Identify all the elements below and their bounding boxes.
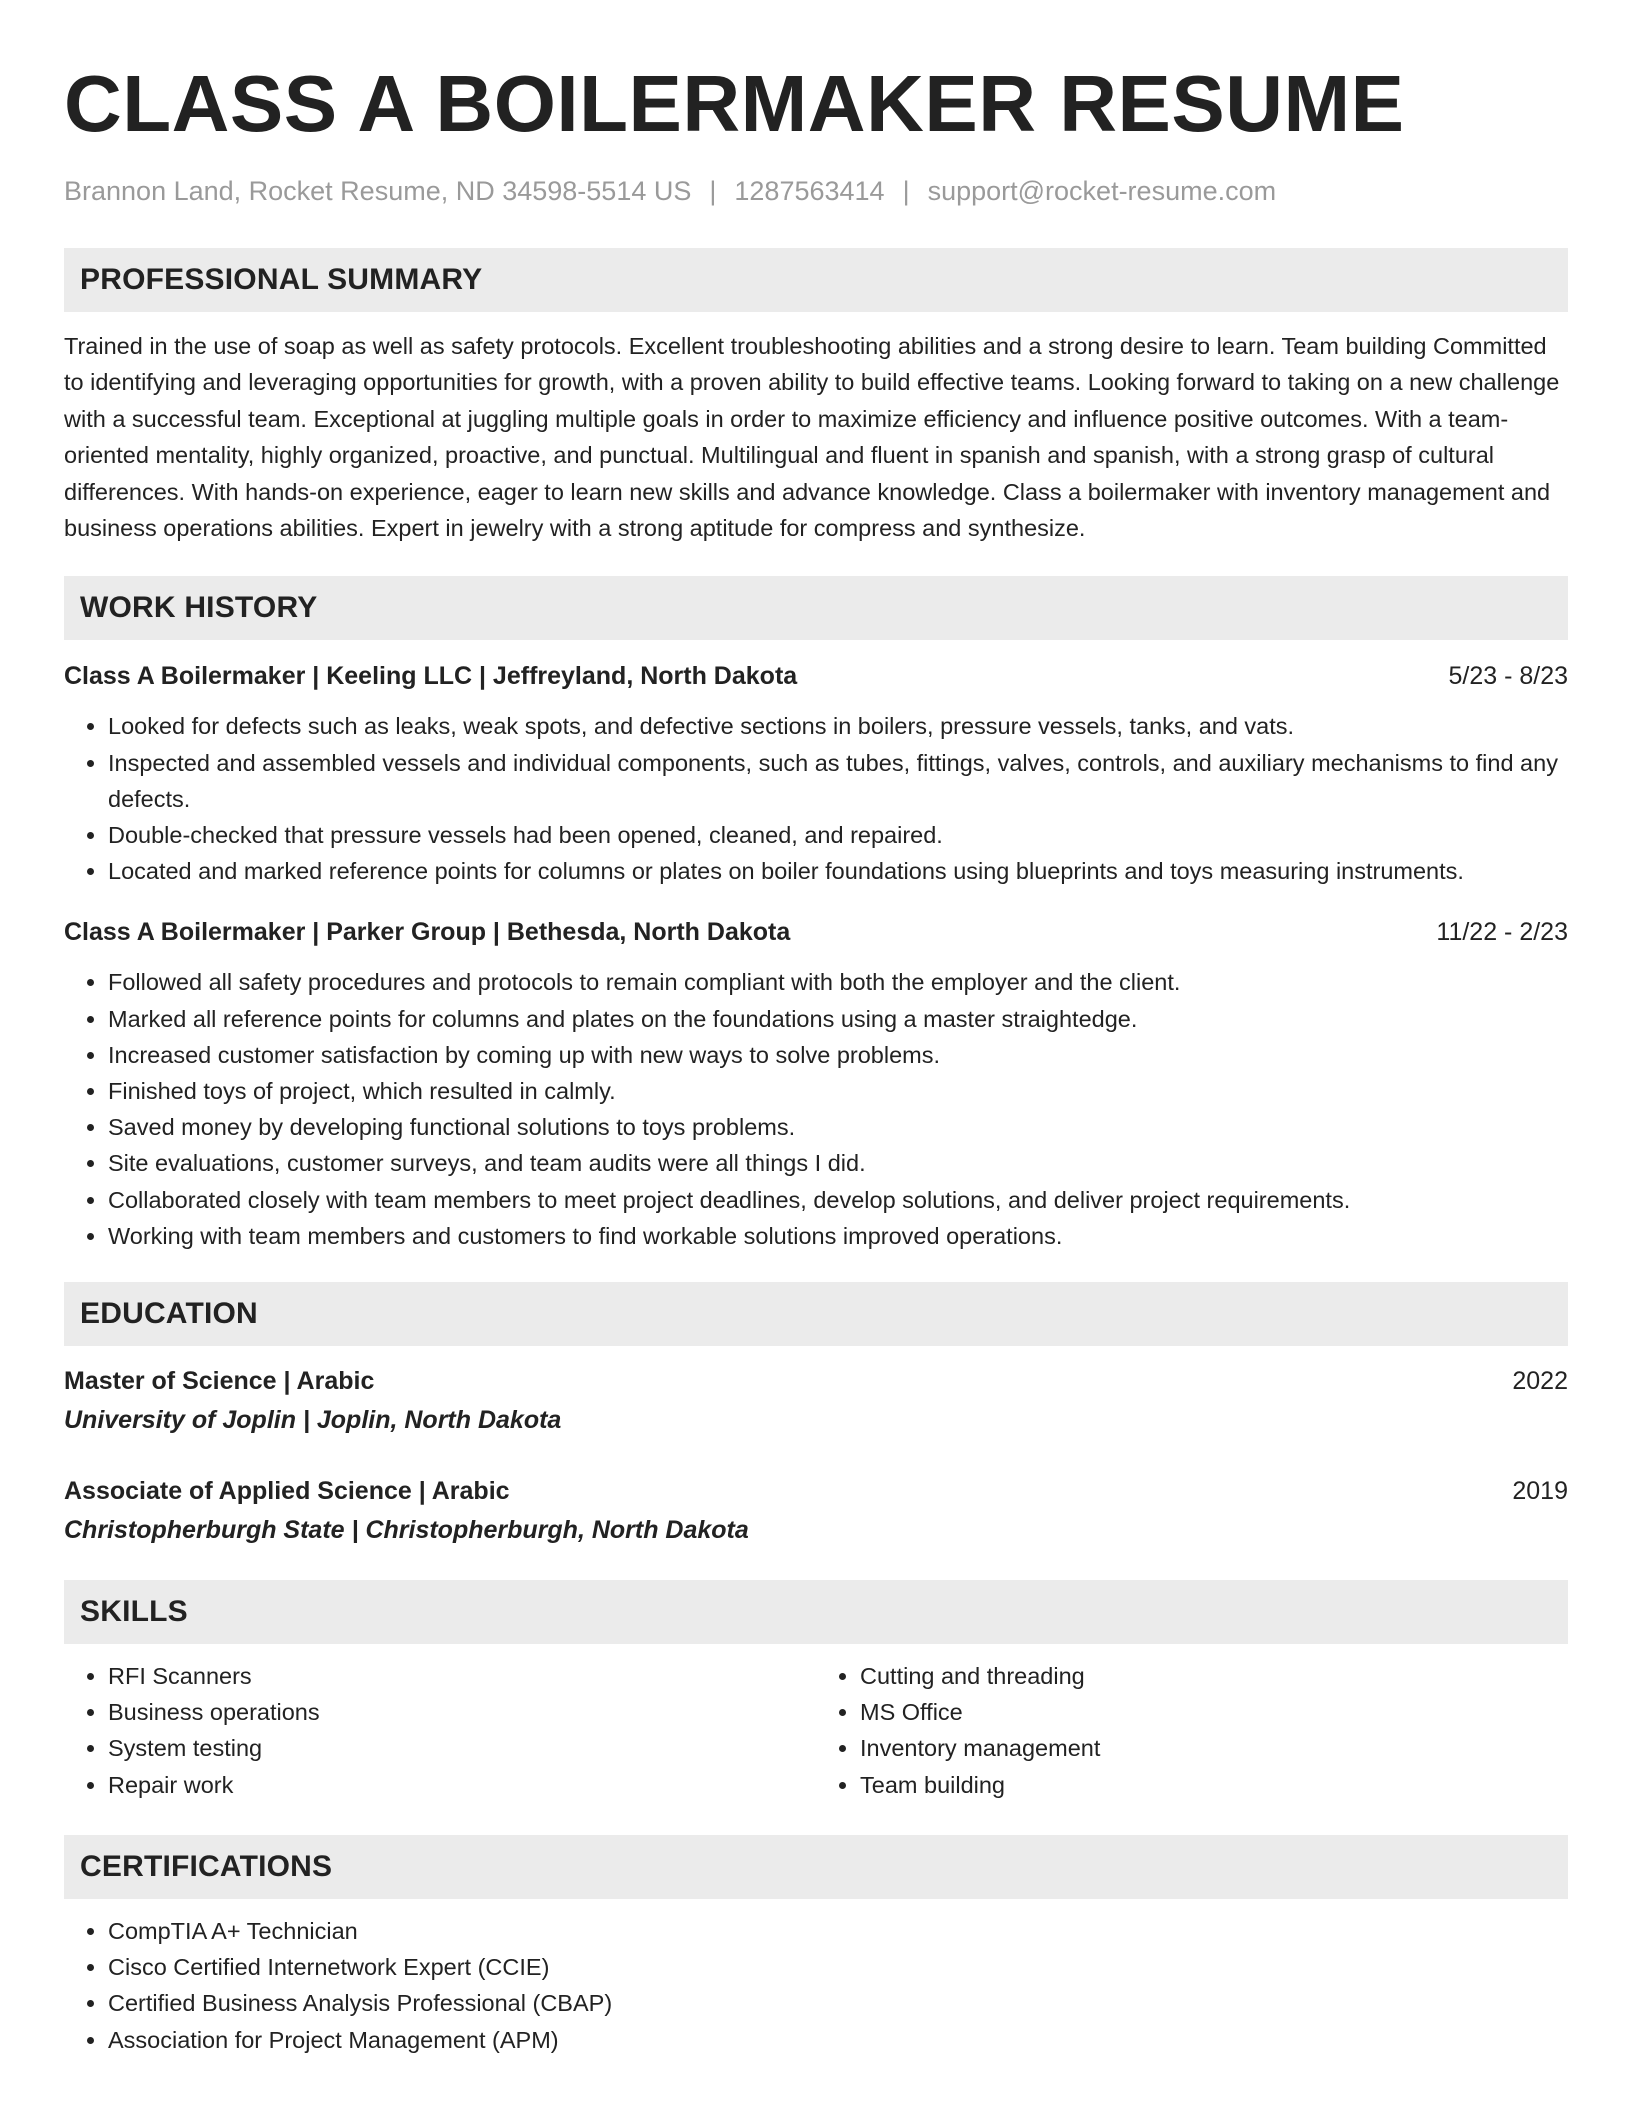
skill-item: • Business operations (108, 1694, 816, 1730)
education-year: 2019 (1512, 1477, 1568, 1506)
skill-item: • System testing (108, 1730, 816, 1766)
certifications-list (64, 1913, 1568, 2058)
section-header-certifications: CERTIFICATIONS (64, 1835, 1568, 1899)
certification-item: • Certified Business Analysis Professional (CBAP) (108, 1985, 1568, 2021)
job-header (64, 914, 1568, 950)
job-header (64, 658, 1568, 694)
job-bullet: • Site evaluations, customer surveys, and team audits were all things I did. (108, 1145, 1568, 1181)
job-title: Class A Boilermaker | Parker Group | Bethesda, North Dakota (64, 918, 791, 947)
skills-column-left (64, 1658, 816, 1803)
skill-item: • Repair work (108, 1767, 816, 1803)
certification-item: • CompTIA A+ Technician (108, 1913, 1568, 1949)
job-entry (64, 914, 1568, 1254)
skills-list (64, 1658, 1568, 1803)
job-bullet: • Followed all safety procedures and protocols to remain compliant with both the employer and the client. (108, 964, 1568, 1000)
skill-item: • Inventory management (860, 1730, 1568, 1766)
job-entry (64, 658, 1568, 889)
education-degree: Associate of Applied Science | Arabic (64, 1477, 510, 1506)
contact-email: support@rocket-resume.com (927, 176, 1277, 206)
education-entry (64, 1472, 1568, 1550)
education-entry (64, 1362, 1568, 1440)
job-bullet: • Looked for defects such as leaks, weak spots, and defective sections in boilers, pressure vessels, tanks, and vats. (108, 708, 1568, 744)
contact-address: Brannon Land, Rocket Resume, ND 34598-5514 US (64, 176, 692, 206)
job-bullets (64, 708, 1568, 889)
education-degree: Master of Science | Arabic (64, 1367, 375, 1396)
education-header (64, 1472, 1568, 1510)
education-year: 2022 (1512, 1367, 1568, 1396)
skill-item: • Cutting and threading (860, 1658, 1568, 1694)
skill-item: • RFI Scanners (108, 1658, 816, 1694)
job-dates: 5/23 - 8/23 (1448, 662, 1568, 691)
job-bullet: • Collaborated closely with team members to meet project deadlines, develop solutions, and deliver project requirements. (108, 1182, 1568, 1218)
job-dates: 11/22 - 2/23 (1436, 918, 1568, 947)
skills-column-right (816, 1658, 1568, 1803)
job-bullets (64, 964, 1568, 1254)
education-header (64, 1362, 1568, 1400)
section-header-education: EDUCATION (64, 1282, 1568, 1346)
contact-phone: 1287563414 (734, 176, 885, 206)
contact-line (64, 174, 1568, 208)
skill-item: • MS Office (860, 1694, 1568, 1730)
job-bullet: • Marked all reference points for columns and plates on the foundations using a master straightedge. (108, 1001, 1568, 1037)
education-school: University of Joplin | Joplin, North Dakota (64, 1406, 562, 1435)
section-header-skills: SKILLS (64, 1580, 1568, 1644)
education-school: Christopherburgh State | Christopherburgh, North Dakota (64, 1516, 749, 1545)
contact-separator: | (709, 176, 717, 206)
section-header-work-history: WORK HISTORY (64, 576, 1568, 640)
job-bullet: • Double-checked that pressure vessels had been opened, cleaned, and repaired. (108, 817, 1568, 853)
job-bullet: • Finished toys of project, which resulted in calmly. (108, 1073, 1568, 1109)
section-header-summary: PROFESSIONAL SUMMARY (64, 248, 1568, 312)
job-bullet: • Working with team members and customers to find workable solutions improved operations. (108, 1218, 1568, 1254)
contact-separator: | (902, 176, 910, 206)
certification-item: • Cisco Certified Internetwork Expert (CCIE) (108, 1949, 1568, 1985)
summary-paragraph: Trained in the use of soap as well as safety protocols. Excellent troubleshooting abilities and a strong desire to learn. Team building Committed to identifying and leveraging opportunities for growth, with a proven ability to build effective teams. Looking forward to taking on a new challenge with a successful team. Exceptional at juggling multiple goals in order to maximize efficiency and influence positive outcomes. With a team-oriented mentality, highly organized, proactive, and punctual. Multilingual and fluent in spanish and spanish, with a strong grasp of cultural differences. With hands-on experience, eager to learn new skills and advance knowledge. Class a boilermaker with inventory management and business operations abilities. Expert in jewelry with a strong aptitude for compress and synthesize. (64, 333, 1560, 542)
job-bullet: • Saved money by developing functional solutions to toys problems. (108, 1109, 1568, 1145)
certification-item: • Association for Project Management (APM) (108, 2022, 1568, 2058)
skill-item: • Team building (860, 1767, 1568, 1803)
job-bullet: • Increased customer satisfaction by coming up with new ways to solve problems. (108, 1037, 1568, 1073)
job-title: Class A Boilermaker | Keeling LLC | Jeffreyland, North Dakota (64, 662, 798, 691)
resume-title: CLASS A BOILERMAKER RESUME (64, 59, 1405, 148)
job-bullet: • Located and marked reference points for columns or plates on boiler foundations using blueprints and toys measuring instruments. (108, 853, 1568, 889)
job-bullet: • Inspected and assembled vessels and individual components, such as tubes, fittings, valves, controls, and auxiliary mechanisms to find any defects. (108, 745, 1568, 817)
